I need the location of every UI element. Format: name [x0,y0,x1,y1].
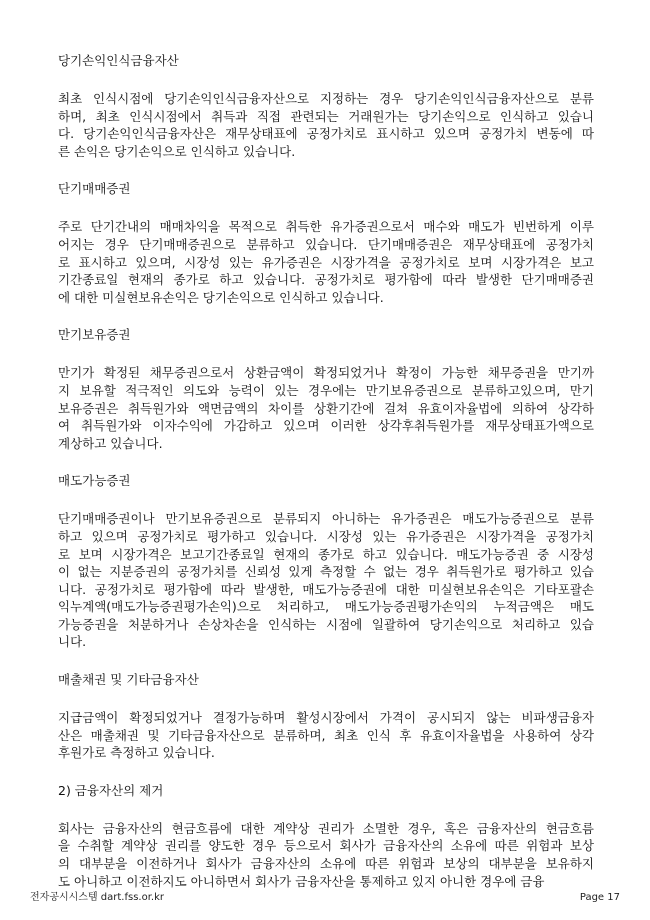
paragraph-line: 단기매매증권이나 만기보유증권으로 분류되지 아니하는 유가증권은 매도가능증권으로 분류 [58,511,594,527]
paragraph-line: 지급금액이 확정되었거나 결정가능하며 활성시장에서 가격이 공시되지 않는 비파생금융자 [58,710,594,726]
section-heading: 단기매매증권 [58,181,131,197]
paragraph-line: 다. 당기손익인식금융자산은 재무상태표에 공정가치로 표시하고 있으며 공정가치 변동에 따 [58,126,594,142]
paragraph-line: 에 대한 미실현보유손익은 당기손익으로 인식하고 있습니다. [58,289,384,305]
page-footer [30,892,620,904]
section-paragraph [58,90,594,160]
paragraph-line: 어지는 경우 단기매매증권으로 분류하고 있습니다. 단기매매증권은 재무상태표에 공정가치 [58,236,594,252]
paragraph-line: 보유증권은 취득원가와 액면금액의 차이를 상환기간에 걸쳐 유효이자율법에 의하여 상각하 [58,400,594,416]
paragraph-line: 하고 있으며 공정가치로 평가하고 있습니다. 시장성 있는 유가증권은 시장가격을 공정가치 [58,528,594,544]
section-heading: 만기보유증권 [58,327,131,343]
paragraph-line: 니다. [58,634,87,650]
paragraph-line: 익누계액(매도가능증권평가손익)으로 처리하고, 매도가능증권평가손익의 누적금액은 매도 [58,599,594,615]
paragraph-line: 니다. 공정가치로 평가함에 따라 발생한, 매도가능증권에 대한 미실현보유손익은 기타포괄손 [58,581,594,597]
section-paragraph [58,364,594,452]
section-paragraph [58,820,594,890]
paragraph-line: 의 대부분을 이전하거나 회사가 금융자산의 소유에 따른 위험과 보상의 대부분을 보유하지 [58,856,594,872]
section-paragraph [58,218,594,306]
paragraph-line: 만기가 확정된 채무증권으로서 상환금액이 확정되었거나 확정이 가능한 채무증권을 만기까 [58,365,594,381]
paragraph-line: 지 보유할 적극적인 의도와 능력이 있는 경우에는 만기보유증권으로 분류하고있으며, 만기 [58,382,594,398]
document-body [58,52,594,890]
paragraph-line: 여 취득원가와 이자수익에 가감하고 있으며 이러한 상각후취득원가를 재무상태표가액으로 [58,418,594,434]
paragraph-line: 산은 매출채권 및 기타금융자산으로 분류하며, 최초 인식 후 유효이자율법을 사용하여 상각 [58,727,594,743]
paragraph-line: 주로 단기간내의 매매차익을 목적으로 취득한 유가증권으로서 매수와 매도가 빈번하게 이루 [58,219,594,235]
paragraph-line: 하며, 최초 인식시점에서 취득과 직접 관련되는 거래원가는 당기손익으로 인식하고 있습니 [58,108,594,124]
section-paragraph [58,709,594,762]
paragraph-line: 을 수취할 계약상 권리를 양도한 경우 등으로서 회사가 금융자산의 소유에 따른 위험과 보상 [58,838,594,854]
section-heading: 매출채권 및 기타금융자산 [58,672,199,688]
paragraph-line: 계상하고 있습니다. [58,435,163,451]
section-paragraph [58,510,594,651]
paragraph-line: 가능증권을 처분하거나 손상차손을 인식하는 시점에 일괄하여 당기손익으로 처리하고 있습 [58,616,594,632]
paragraph-line: 최초 인식시점에 당기손익인식금융자산으로 지정하는 경우 당기손익인식금융자산으로 분류 [58,91,594,106]
paragraph-line: 후원가로 측정하고 있습니다. [58,745,215,761]
paragraph-line: 회사는 금융자산의 현금흐름에 대한 계약상 권리가 소멸한 경우, 혹은 금융자산의 현금흐름 [58,820,594,836]
paragraph-line: 이 없는 지분증권의 공정가치를 신뢰성 있게 측정할 수 없는 경우 취득원가로 평가하고 있습 [58,564,594,580]
paragraph-line: 기간종료일 현재의 종가로 하고 있습니다. 공정가치로 평가함에 따라 발생한 단기매매증권 [58,272,594,288]
page-number: Page 17 [579,892,620,903]
paragraph-line: 로 보며 시장가격은 보고기간종료일 현재의 종가로 하고 있습니다. 매도가능증권 중 시장성 [58,546,594,562]
paragraph-line: 로 표시하고 있으며, 시장성 있는 유가증권은 시장가격을 공정가치로 보며 시장가격은 보고 [58,254,594,270]
section-heading: 2) 금융자산의 제거 [58,782,164,798]
section-heading: 당기손익인식금융자산 [58,53,179,68]
section-heading: 매도가능증권 [58,473,131,489]
paragraph-line: 른 손익은 당기손익으로 인식하고 있습니다. [58,143,296,159]
paragraph-line: 도 아니하고 이전하지도 아니하면서 회사가 금융자산을 통제하고 있지 아니한 경우에 금융 [58,873,545,889]
footer-source: 전자공시시스템 dart.fss.or.kr [30,892,164,903]
